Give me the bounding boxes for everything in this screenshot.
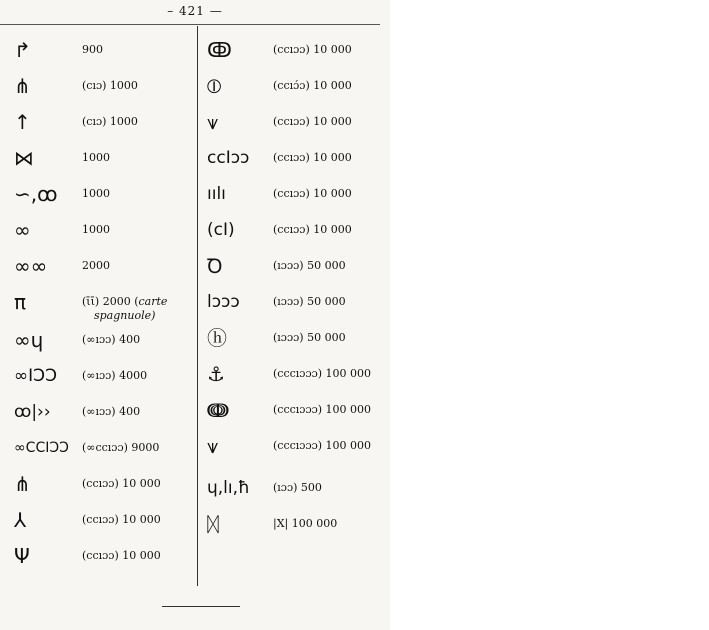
numeral-value: |X| 100 000: [273, 517, 338, 530]
numeral-sign: ⦶: [207, 74, 222, 98]
numeral-value: (ıɔɔɔ) 50 000: [273, 331, 346, 344]
numeral-value: 1000: [82, 223, 110, 236]
numeral-value: (∞ıɔɔ) 400: [82, 333, 141, 346]
numeral-sign: ɥ,lı,ħ: [207, 478, 250, 498]
numeral-entry: [207, 253, 387, 285]
numeral-sign: lɔɔɔ: [207, 292, 240, 312]
numeral-entry: [14, 327, 194, 359]
numeral-sign: ↑: [14, 110, 31, 134]
numeral-sign: ꝏ|››: [14, 402, 51, 422]
numeral-entry: [14, 73, 194, 105]
numeral-entry: [14, 109, 194, 141]
page-number: – 421 —: [167, 4, 223, 18]
numeral-entry: [207, 109, 387, 141]
numeral-value: 2000: [82, 259, 110, 272]
numeral-sign: ↱: [14, 38, 31, 62]
numeral-value: (cccıɔɔɔ) 100 000: [273, 367, 372, 380]
numeral-entry: [14, 253, 194, 285]
numeral-entry: [14, 37, 194, 69]
numeral-entry: [207, 181, 387, 213]
numeral-value: (cccıɔɔɔ) 100 000: [273, 403, 372, 416]
numeral-sign: ᛞ: [207, 512, 219, 536]
numeral-entry: [207, 289, 387, 321]
numeral-sign: ∞IƆƆ: [14, 366, 58, 386]
numeral-sign: Ψ: [14, 544, 30, 568]
numeral-entry: [14, 471, 194, 503]
numeral-entry: [14, 363, 194, 395]
numeral-value: 900: [82, 43, 103, 56]
numeral-value: (cccıɔɔɔ) 100 000: [273, 439, 372, 452]
numeral-value: (cıɔ) 1000: [82, 115, 138, 128]
numeral-sign: ⩛: [207, 110, 219, 134]
numeral-sign: ∞ɥ: [14, 328, 44, 352]
numeral-entry: [207, 73, 387, 105]
numeral-sign: ccIɔɔ: [207, 148, 250, 168]
numeral-value: 1000: [82, 187, 110, 200]
numeral-value: (ccıɔɔ) 10 000: [82, 549, 161, 562]
numeral-entry: [207, 325, 387, 357]
numeral-sign: ⚓: [207, 362, 225, 386]
numeral-value: (ccıɔɔ) 10 000: [273, 151, 352, 164]
numeral-value: (ccıɔɔ) 10 000: [82, 477, 161, 490]
numeral-value: (cıɔ) 1000: [82, 79, 138, 92]
numeral-entry: [207, 511, 387, 543]
numeral-note: carte: [138, 295, 168, 308]
numeral-entry: [14, 289, 194, 323]
numeral-entry: [14, 217, 194, 249]
numeral-sign: ⋔: [14, 74, 31, 98]
numeral-entry: [14, 399, 194, 431]
numeral-entry: [14, 145, 194, 177]
numeral-sign: ⓗ: [207, 326, 227, 350]
numeral-entry: [207, 433, 387, 465]
numeral-sign: ıılı: [207, 184, 226, 204]
column-divider: [197, 26, 198, 586]
numeral-value: (ccıɔ́ɔ) 10 000: [273, 79, 352, 92]
numeral-value: (∞ccıɔɔ) 9000: [82, 441, 160, 454]
numeral-sign: ↂ: [207, 38, 232, 62]
numeral-note-continuation: spagnuole): [94, 309, 156, 322]
numeral-entry: [207, 361, 387, 393]
numeral-entry: [207, 37, 387, 69]
numeral-sign: ↈ: [207, 398, 229, 422]
numeral-entry: [14, 543, 194, 575]
numeral-value: (ccıɔɔ) 10 000: [273, 223, 352, 236]
numeral-sign: ⋈: [14, 146, 34, 170]
numeral-value: (ccıɔɔ) 10 000: [273, 115, 352, 128]
footer-rule: [162, 606, 240, 607]
numeral-entry: [14, 507, 194, 539]
numeral-entry: [207, 475, 387, 507]
numeral-value: (ıɔɔɔ) 50 000: [273, 259, 346, 272]
header-rule: [0, 24, 380, 25]
numeral-sign: ⋔: [14, 472, 31, 496]
numeral-value: (∞ıɔɔ) 400: [82, 405, 141, 418]
numeral-sign: π: [14, 290, 27, 314]
numeral-entry: [14, 435, 194, 467]
numeral-value: (ccıɔɔ) 10 000: [82, 513, 161, 526]
numeral-sign: (cI): [207, 220, 235, 240]
numeral-value: [82, 295, 167, 323]
numeral-value: (ıɔɔɔ) 50 000: [273, 295, 346, 308]
numeral-entry: [14, 181, 194, 213]
numeral-entry: [207, 145, 387, 177]
numeral-value: (∞ıɔɔ) 4000: [82, 369, 148, 382]
numeral-value: 1000: [82, 151, 110, 164]
numeral-sign: ⩛: [207, 434, 219, 458]
numeral-value: (ıɔɔ) 500: [273, 481, 322, 494]
numeral-value: (ccıɔɔ) 10 000: [273, 43, 352, 56]
numeral-value-main: (ῑῑ) 2000 (: [82, 295, 139, 308]
numeral-sign: ∞CCIƆƆ: [14, 440, 70, 456]
numeral-sign: ⅄: [14, 508, 27, 532]
numeral-sign: ∽,ꝏ: [14, 182, 58, 206]
numeral-value: (ccıɔɔ) 10 000: [273, 187, 352, 200]
numeral-entry: [207, 217, 387, 249]
numeral-sign: Ꝺ: [207, 254, 223, 278]
numeral-entry: [207, 397, 387, 429]
numeral-sign: ∞∞: [14, 254, 48, 278]
numeral-sign: ∞: [14, 218, 31, 242]
